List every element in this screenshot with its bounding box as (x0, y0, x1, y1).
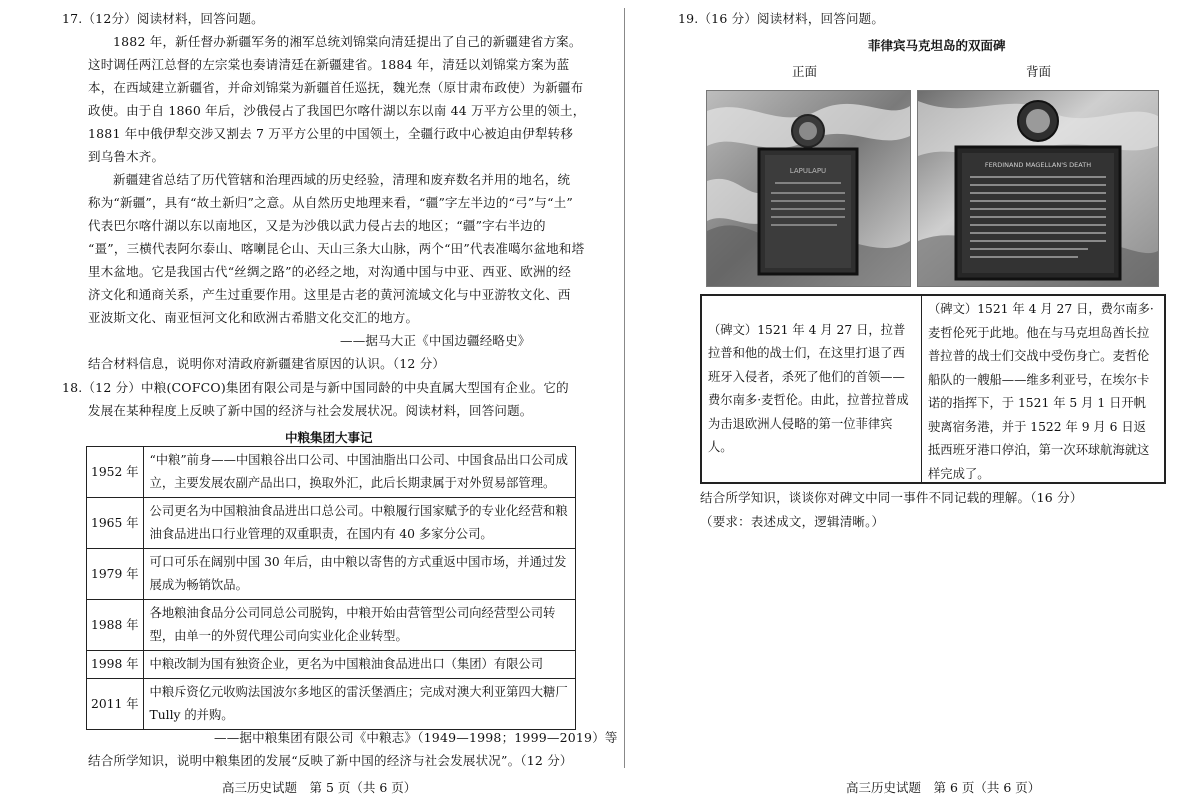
event-text: “中粮”前身——中国粮谷出口公司、中国油脂出口公司、中国食品出口公司成立，主要发展农副产品出口，换取外汇，此后长期隶属于对外贸易部管理。 (143, 447, 575, 498)
table-row (87, 600, 576, 651)
q18-source: ——据中粮集团有限公司《中粮志》（1949—1998；1999—2019）等 (214, 730, 618, 745)
event-year: 1998 年 (87, 651, 144, 679)
inscription-front-cell (702, 296, 921, 482)
front-label: 正面 (792, 64, 818, 79)
page-divider (624, 8, 625, 768)
monument-front-photo (706, 90, 911, 287)
q17-para1-line: 政使。由于自 1860 年后，沙俄侵占了我国巴尔喀什湖以东以南 44 万平方公里的领土， (88, 103, 586, 118)
page-footer: 高三历史试题 第 6 页（共 6 页） (846, 780, 1041, 795)
table-row (87, 447, 576, 498)
q17-para2-line: 济文化和通商关系，产生过重要作用。这里是古老的黄河流域文化与中亚游牧文化、西 (88, 287, 571, 302)
q17-question: 结合材料信息，说明你对清政府新疆建省原因的认识。（12 分） (88, 356, 446, 371)
inscription-front-text: （碑文）1521 年 4 月 27 日，拉普拉普和他的战士们，在这里打退了西班牙入侵者，杀死了他们的首领——费尔南多·麦哲伦。由此，拉普拉普成为击退欧洲人侵略的第一位菲律宾人。 (708, 322, 909, 454)
q18-header-line: 18.（12 分）中粮(COFCO)集团有限公司是与新中国同龄的中央直属大型国有企业。它的 (62, 380, 569, 395)
q18-question: 结合所学知识，说明中粮集团的发展“反映了新中国的经济与社会发展状况”。（12 分） (88, 753, 573, 768)
q19-requirement: （要求：表述成文，逻辑清晰。） (700, 514, 885, 529)
table-row (87, 679, 576, 730)
q17-para1-line: 1882 年，新任督办新疆军务的湘军总统刘锦棠向清廷提出了自己的新疆建省方案。 (113, 34, 582, 49)
q17-source: ——据马大正《中国边疆经略史》 (340, 333, 531, 348)
inscription-table (700, 294, 1166, 484)
q17-header: 17.（12分）阅读材料，回答问题。 (62, 11, 264, 26)
q17-para1-line: 这时调任两江总督的左宗棠也奏请清廷在新疆建省。1884 年，清廷以刘锦棠方案为蓝 (88, 57, 570, 72)
q17-para1-line: 1881 年中俄伊犁交涉又割去 7 万平方公里的中国领土，全疆行政中心被迫由伊犁转移 (88, 126, 574, 141)
q17-para2-line: “畺”，三横代表阿尔泰山、喀喇昆仑山、天山三条大山脉，两个“田”代表准噶尔盆地和塔 (88, 241, 585, 256)
table-row (87, 498, 576, 549)
back-label: 背面 (1026, 64, 1052, 79)
q18-header-line: 发展在某种程度上反映了新中国的经济与社会发展状况。阅读材料，回答问题。 (88, 403, 533, 418)
page-footer: 高三历史试题 第 5 页（共 6 页） (222, 780, 417, 795)
event-year: 1979 年 (87, 549, 144, 600)
event-year: 2011 年 (87, 679, 144, 730)
event-text: 中粮改制为国有独资企业，更名为中国粮油食品进出口（集团）有限公司 (143, 651, 575, 679)
inscription-back-cell (921, 296, 1164, 482)
q17-para2-line: 里木盆地。它是我国古代“丝绸之路”的必经之地，对沟通中国与中亚、西亚、欧洲的经 (88, 264, 572, 279)
q18-events-table (86, 446, 576, 730)
q17-para2-line: 称为“新疆”，具有“故土新归”之意。从自然历史地理来看，“疆”字左半边的“弓”与“土” (88, 195, 574, 210)
back-plaque-text: FERDINAND MAGELLAN'S DEATH (984, 161, 1092, 169)
monument-back-photo (917, 90, 1159, 287)
event-text: 中粮斥资亿元收购法国波尔多地区的雷沃堡酒庄；完成对澳大利亚第四大糖厂 Tully 的并购。 (143, 679, 575, 730)
q19-question: 结合所学知识，谈谈你对碑文中同一事件不同记载的理解。（16 分） (700, 490, 1083, 505)
exam-page-6 (628, 0, 1200, 806)
event-year: 1965 年 (87, 498, 144, 549)
event-text: 各地粮油食品分公司同总公司脱钩，中粮开始由营管型公司向经营型公司转型，由单一的外贸代理公司向实业化企业转型。 (143, 600, 575, 651)
q17-para1-line: 到乌鲁木齐。 (88, 149, 165, 164)
q19-header: 19.（16 分）阅读材料，回答问题。 (678, 11, 885, 26)
q18-table-title: 中粮集团大事记 (285, 430, 373, 445)
event-year: 1952 年 (87, 447, 144, 498)
front-plaque-text: LAPULAPU (789, 167, 827, 175)
q19-title: 菲律宾马克坦岛的双面碑 (868, 38, 1006, 53)
q17-para2-line: 亚波斯文化、南亚恒河文化和欧洲古希腊文化交汇的地方。 (88, 310, 419, 325)
q17-para2-line: 代表巴尔喀什湖以东以南地区，又是为沙俄以武力侵占去的地区；“疆”字右半边的 (88, 218, 546, 233)
event-year: 1988 年 (87, 600, 144, 651)
event-text: 可口可乐在阔别中国 30 年后，由中粮以寄售的方式重返中国市场，并通过发展成为畅销饮品。 (143, 549, 575, 600)
event-text: 公司更名为中国粮油食品进出口总公司。中粮履行国家赋予的专业化经营和粮油食品进出口行业管理的双重职责，在国内有 40 多家分公司。 (143, 498, 575, 549)
q17-para1-line: 本，在西域建立新疆省，并命刘锦棠为新疆首任巡抚，魏光焘（原甘肃布政使）为新疆布 (88, 80, 584, 95)
q17-para2-line: 新疆建省总结了历代管辖和治理西域的历史经验，清理和废弃数名并用的地名，统 (113, 172, 571, 187)
table-row (87, 651, 576, 679)
inscription-back-text: （碑文）1521 年 4 月 27 日，费尔南多·麦哲伦死于此地。他在与马克坦岛酋长拉普拉普的战士们交战中受伤身亡。麦哲伦船队的一艘船——维多利亚号，在埃尔卡诺的指挥下，于 1521 年 5 月 1 日开帆驶离宿务港，并于 1522 年 9 月 6 日返抵西班牙港口停泊，第一次环球航海就这样完成了。 (928, 302, 1154, 481)
table-row (87, 549, 576, 600)
